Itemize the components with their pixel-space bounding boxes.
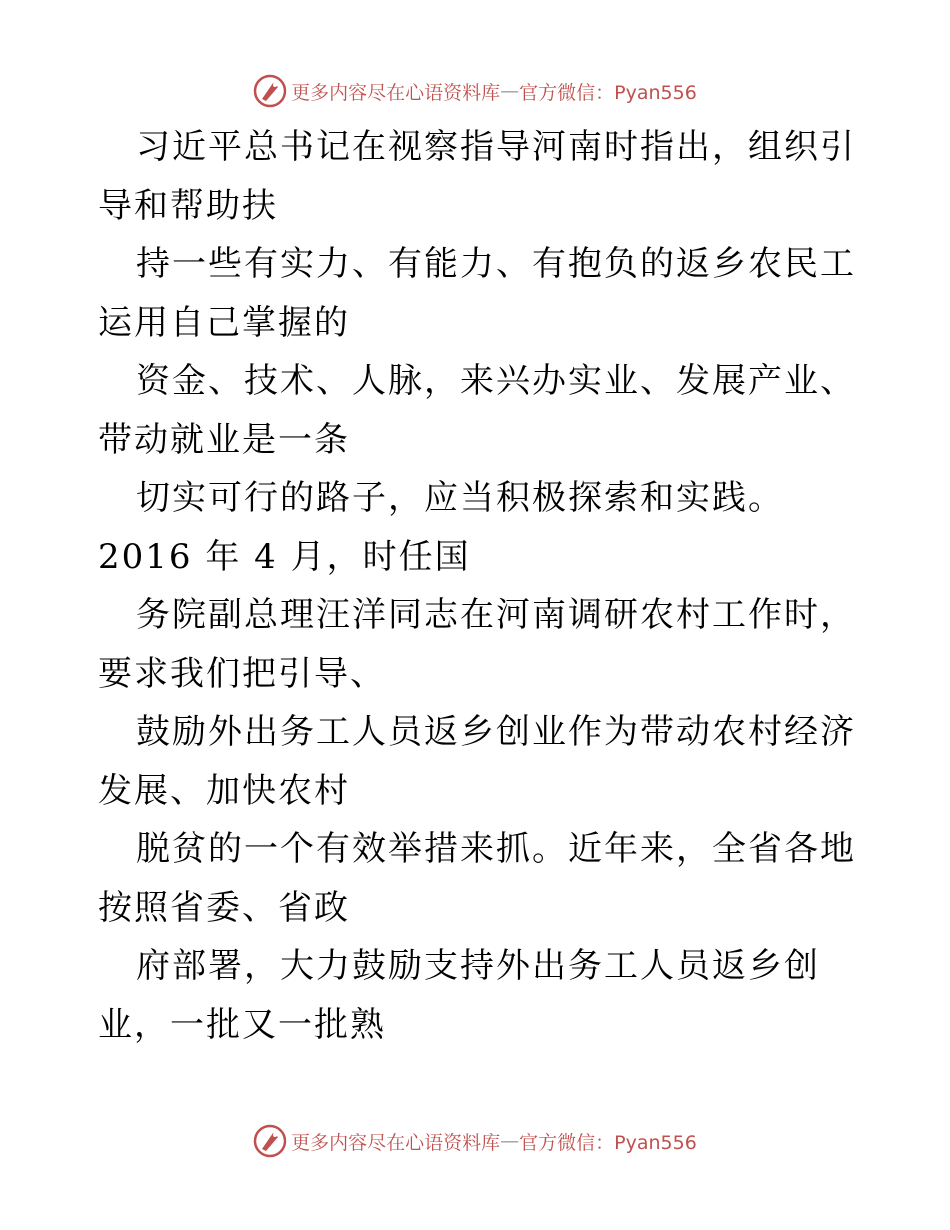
- header-separator: —: [500, 80, 520, 102]
- pen-nib-logo-icon: [253, 74, 287, 108]
- paragraph-line-2: 持一些有实力、有能力、有抱负的返乡农民工运用自己掌握的: [98, 244, 856, 343]
- footer-separator: —: [500, 1130, 520, 1152]
- paragraph-line-4: 切实可行的路子，应当积极探索和实践。2016 年 4 月，时任国: [98, 478, 784, 577]
- header-wechat-text: 官方微信：Pyan556: [519, 81, 697, 104]
- paragraph-line-1: 习近平总书记在视察指导河南时指出，组织引导和帮助扶: [98, 127, 856, 226]
- footer-banner: [0, 1121, 950, 1161]
- header-site-text: 更多内容尽在心语资料库: [291, 81, 501, 104]
- paragraph-line-5: 务院副总理汪洋同志在河南调研农村工作时，要求我们把引导、: [98, 595, 856, 694]
- footer-wechat-text: 官方微信：Pyan556: [519, 1131, 697, 1154]
- paragraph-line-7: 脱贫的一个有效举措来抓。近年来，全省各地按照省委、省政: [98, 829, 856, 928]
- document-body: [98, 118, 858, 1054]
- pen-nib-logo-icon: [253, 1124, 287, 1158]
- paragraph-line-6: 鼓励外出务工人员返乡创业作为带动农村经济发展、加快农村: [98, 712, 856, 811]
- paragraph-line-8: 府部署，大力鼓励支持外出务工人员返乡创业，一批又一批熟: [98, 946, 820, 1045]
- paragraph-line-3: 资金、技术、人脉，来兴办实业、发展产业、带动就业是一条: [98, 361, 856, 460]
- header-banner: [0, 71, 950, 111]
- footer-site-text: 更多内容尽在心语资料库: [291, 1131, 501, 1154]
